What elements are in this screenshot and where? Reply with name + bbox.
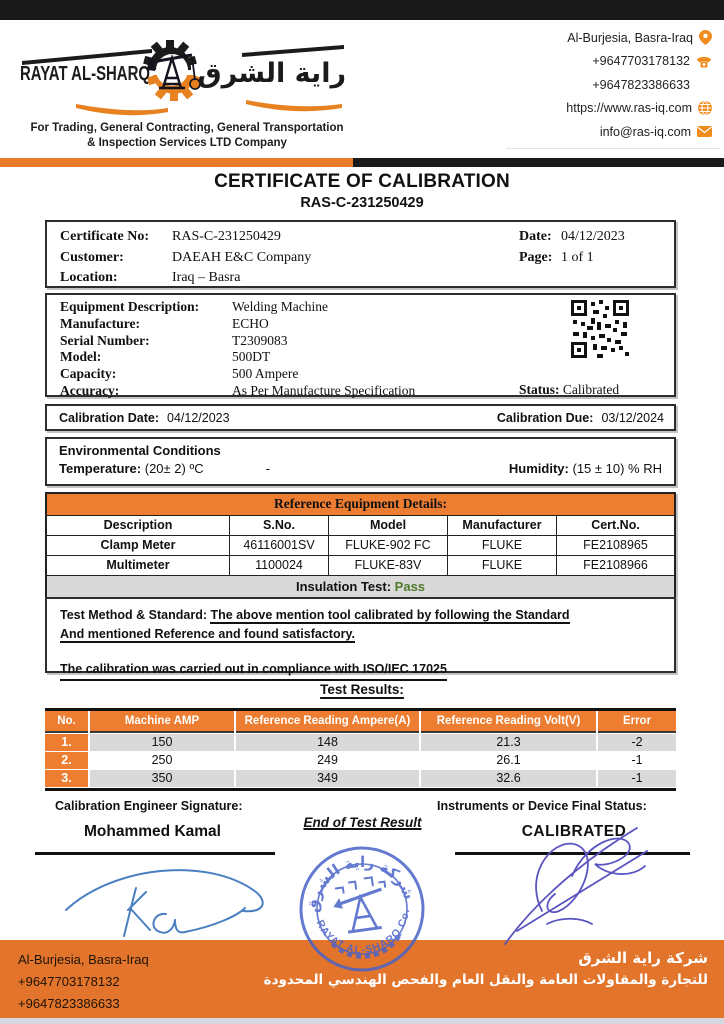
compliance-statement: The calibration was carried out in compliance with ISO/IEC 17025 [60,660,447,681]
page-value: 1 of 1 [561,249,594,265]
test-results-header-row [45,711,676,733]
reference-equipment-table [45,492,676,600]
calibration-date-value: 04/12/2023 [167,410,230,425]
table-cell: FLUKE [448,536,557,556]
temperature-value: (20± 2) ºC [144,461,204,476]
divider-black-segment [353,158,724,167]
tagline-line1: For Trading, General Contracting, General Transportation [30,122,344,134]
equipment-description-label: Equipment Description: [60,299,200,314]
column-header: No. [45,711,88,733]
location-value: Iraq – Basra [172,270,241,285]
temperature-label: Temperature: [59,461,142,476]
test-method-line1: The above mention tool calibrated by following the Standard [210,608,570,622]
capacity-value: 500 Ampere [232,366,299,382]
logo-name-ar: راية الشرق [197,58,346,89]
stamp-pumpjack-icon [330,876,391,934]
serial-number-label: Serial Number: [60,332,150,348]
manufacture-value: ECHO [232,315,269,331]
column-header: Description [47,516,230,536]
insulation-test-result: Pass [394,579,426,594]
contact-website [566,100,712,117]
date-value: 04/12/2023 [561,229,625,244]
table-cell: 46116001SV [230,536,329,556]
capacity-label: Capacity: [60,366,117,382]
contact-address [567,29,712,46]
page-title: CERTIFICATE OF CALIBRATION [214,171,510,192]
calibration-date-label: Calibration Date: [59,410,160,425]
reference-table-row [47,536,674,556]
engineer-signature-scribble [58,858,283,953]
contact-phone1-text: +9647703178132 [592,54,690,68]
signature-line-left [35,852,275,855]
test-method-line2: And mentioned Reference and found satisfactory. [60,627,355,642]
location-label: Location: [60,270,118,285]
logo-swoosh-right [246,100,342,111]
final-status-label: Instruments or Device Final Status: [437,799,647,813]
manufacture-label: Manufacture: [60,315,140,331]
location-pin-icon [699,30,712,45]
insulation-test-row [47,576,674,598]
reference-table-title: Reference Equipment Details: [47,494,674,516]
stamp-arabic-text: شركة راية الشرق [303,852,419,914]
contact-phone1 [592,53,712,70]
test-results-heading: Test Results: [320,682,404,697]
final-status-value: CALIBRATED [521,823,627,840]
engineer-name: Mohammed Kamal [84,823,221,840]
company-stamp [290,837,435,982]
footer-description-arabic: للتجارة والمقاولات العامة والنقل العام والفحص الهندسي المحدودة [263,971,708,988]
test-results-table [45,708,676,791]
insulation-test-label: Insulation Test: [295,579,395,594]
certificate-info-box [45,220,676,288]
contact-block [506,27,720,149]
logo-line-right [242,45,344,57]
test-results-row [45,734,676,751]
table-cell: -2 [598,734,676,751]
status-label: Status: [519,382,560,397]
reference-table-row [47,556,674,576]
table-cell: 150 [90,734,234,751]
environmental-box [45,437,676,486]
status-value: Calibrated [562,382,620,397]
contact-email-text: info@ras-iq.com [599,124,691,139]
column-header: Manufacturer [448,516,557,536]
serial-number-value: T2309083 [232,332,288,348]
table-cell: 2. [45,752,88,769]
customer-label: Customer: [60,249,124,265]
calibration-date-box [45,404,676,431]
table-cell: FLUKE [448,556,557,576]
table-cell: FE2108966 [557,556,674,576]
top-black-bar [0,0,724,20]
humidity-label: Humidity: [508,461,569,476]
company-logo [18,24,352,120]
column-header: Error [598,711,676,733]
table-cell: FLUKE-83V [329,556,448,576]
globe-icon [698,101,712,115]
reference-table-header-row [47,516,674,536]
test-results-row [45,770,676,787]
equipment-box [45,293,676,397]
contact-email [600,123,712,140]
calibration-due-group [497,411,664,425]
table-cell: 3. [45,770,88,787]
test-method-box [45,597,676,676]
bottom-strip [0,1018,724,1024]
calibration-date-group [59,411,230,425]
footer-company-arabic: شركة راية الشرق [578,949,708,967]
column-header: Model [329,516,448,536]
phone-icon [696,55,712,68]
approver-signature-scribble [487,816,677,951]
column-header: Reference Reading Volt(V) [421,711,596,733]
table-cell: 350 [90,770,234,787]
test-method-label: Test Method & Standard: [60,608,211,622]
contact-phone2-text: +9647823386633 [592,77,690,92]
model-label: Model: [60,349,102,365]
accuracy-label: Accuracy: [60,382,120,398]
column-header: S.No. [230,516,329,536]
test-results-row [45,752,676,769]
column-header: Cert.No. [557,516,674,536]
table-cell: -1 [598,752,676,769]
equipment-description-value: Welding Machine [232,299,329,314]
stamp-latin-text: RAYAT AL-SHARQ Co. [313,907,413,957]
column-header: Machine AMP [90,711,234,733]
table-cell: Clamp Meter [47,536,230,556]
footer-contact [18,949,149,1015]
table-cell: FE2108965 [557,536,674,556]
contact-phone2 [592,76,712,93]
envelope-icon [697,126,712,137]
column-header: Reference Reading Ampere(A) [236,711,419,733]
footer-phone2: +9647823386633 [18,996,120,1011]
footer-address: Al-Burjesia, Basra-Iraq [18,952,149,967]
date-label: Date: [519,229,552,244]
logo-name-en: RAYAT AL-SHARQ [20,63,150,85]
table-cell: Multimeter [47,556,230,576]
equipment-status [519,382,619,398]
customer-value: DAEAH E&C Company [172,249,312,265]
certificate-number: RAS-C-231250429 [300,195,424,211]
table-cell: 349 [236,770,419,787]
humidity-group [509,461,662,476]
table-cell: -1 [598,770,676,787]
divider-orange-segment [0,158,353,167]
calibration-due-value: 03/12/2024 [601,410,664,425]
table-cell: 249 [236,752,419,769]
environmental-heading: Environmental Conditions [59,443,221,458]
end-of-test-label: End of Test Result [303,815,422,830]
model-value: 500DT [232,349,271,365]
table-cell: 1100024 [230,556,329,576]
logo-swoosh-left [76,104,168,115]
page-label: Page: [519,249,553,265]
certificate-no-value: RAS-C-231250429 [172,229,281,244]
env-dash: - [265,461,270,476]
accuracy-value: As Per Manufacture Specification [232,382,416,398]
footer-phone1: +9647703178132 [18,974,120,989]
table-cell: 26.1 [421,752,596,769]
table-cell: 1. [45,734,88,751]
temperature-group [59,461,204,476]
contact-website-text: https://www.ras-iq.com [566,101,692,115]
table-cell: FLUKE-902 FC [329,536,448,556]
table-cell: 250 [90,752,234,769]
table-cell: 32.6 [421,770,596,787]
contact-address-text: Al-Burjesia, Basra-Iraq [567,30,693,45]
table-cell: 148 [236,734,419,751]
tagline-line2: & Inspection Services LTD Company [87,136,287,149]
humidity-value: (15 ± 10) % RH [572,461,662,476]
certificate-no-label: Certificate No: [60,229,150,244]
engineer-signature-label: Calibration Engineer Signature: [55,799,243,813]
table-cell: 21.3 [421,734,596,751]
company-tagline [12,121,362,151]
qr-code [569,298,631,360]
calibration-due-label: Calibration Due: [496,410,594,425]
